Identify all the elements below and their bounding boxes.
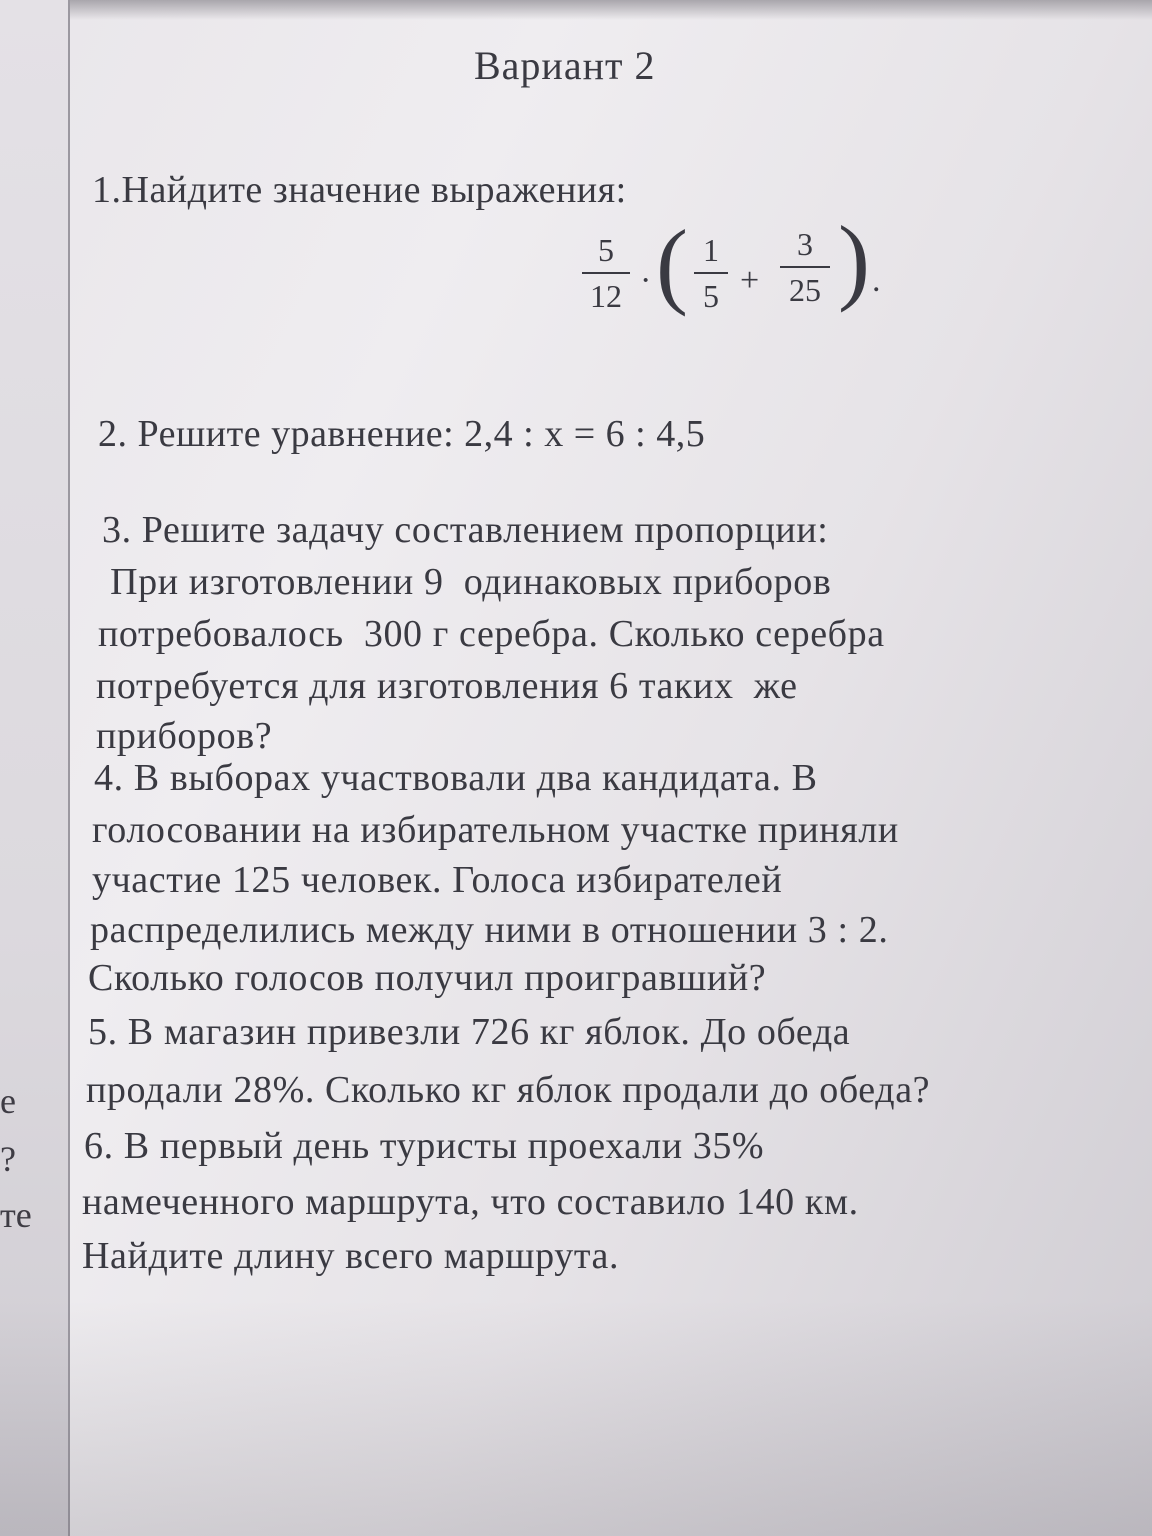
page-bottom-shade (0, 1300, 1152, 1536)
task6-line: намеченного маршрута, что составило 140 км. (82, 1181, 859, 1223)
task5-line: 5. В магазин привезли 726 кг яблок. До обеда (88, 1011, 851, 1053)
variant-title: Вариант 2 (474, 43, 656, 88)
task6-line: Найдите длину всего маршрута. (82, 1235, 620, 1277)
task3-line: 3. Решите задачу составлением пропорции: (102, 509, 829, 551)
page-top-shadow (0, 0, 1152, 20)
fraction-denominator: 5 (703, 278, 719, 314)
fraction-denominator: 12 (590, 278, 622, 314)
task3-line: При изготовлении 9 одинаковых приборов (100, 561, 832, 603)
fraction-bar (582, 272, 630, 274)
task4-line: голосовании на избирательном участке приняли (92, 809, 899, 851)
fraction-bar (694, 272, 728, 274)
task6-line: 6. В первый день туристы проехали 35% (84, 1125, 765, 1167)
task1-heading: 1.Найдите значение выражения: (92, 169, 627, 211)
plus-sign: + (740, 262, 760, 299)
fraction-denominator: 25 (789, 272, 821, 308)
margin-fragment: ? (0, 1139, 16, 1179)
margin-fragment: те (0, 1195, 32, 1235)
task3-line: потребовалось 300 г серебра. Сколько серебра (98, 613, 885, 655)
expression-period: . (872, 262, 881, 299)
fraction-numerator: 3 (797, 226, 813, 262)
fraction-numerator: 5 (598, 232, 614, 268)
fraction-5-12 (582, 232, 630, 314)
task4-line: Сколько голосов получил проигравший? (88, 957, 767, 999)
task4-line: распределились между ними в отношении 3 : 2. (90, 909, 889, 951)
fraction-3-25 (780, 226, 830, 308)
close-parenthesis: ) (838, 206, 870, 313)
open-parenthesis: ( (656, 210, 688, 317)
task4-line: 4. В выборах участвовали два кандидата. В (94, 757, 818, 799)
fraction-bar (780, 266, 830, 268)
fraction-1-5 (694, 232, 728, 314)
margin-fragment: е (0, 1081, 16, 1121)
task5-line: продали 28%. Сколько кг яблок продали до обеда? (86, 1069, 931, 1111)
task4-line: участие 125 человек. Голоса избирателей (92, 859, 783, 901)
task2-text: 2. Решите уравнение: 2,4 : x = 6 : 4,5 (98, 413, 706, 455)
multiply-dot: · (640, 262, 652, 299)
task3-line: потребуется для изготовления 6 таких же (96, 665, 798, 707)
fraction-numerator: 1 (703, 232, 719, 268)
task3-line: приборов? (96, 715, 273, 757)
